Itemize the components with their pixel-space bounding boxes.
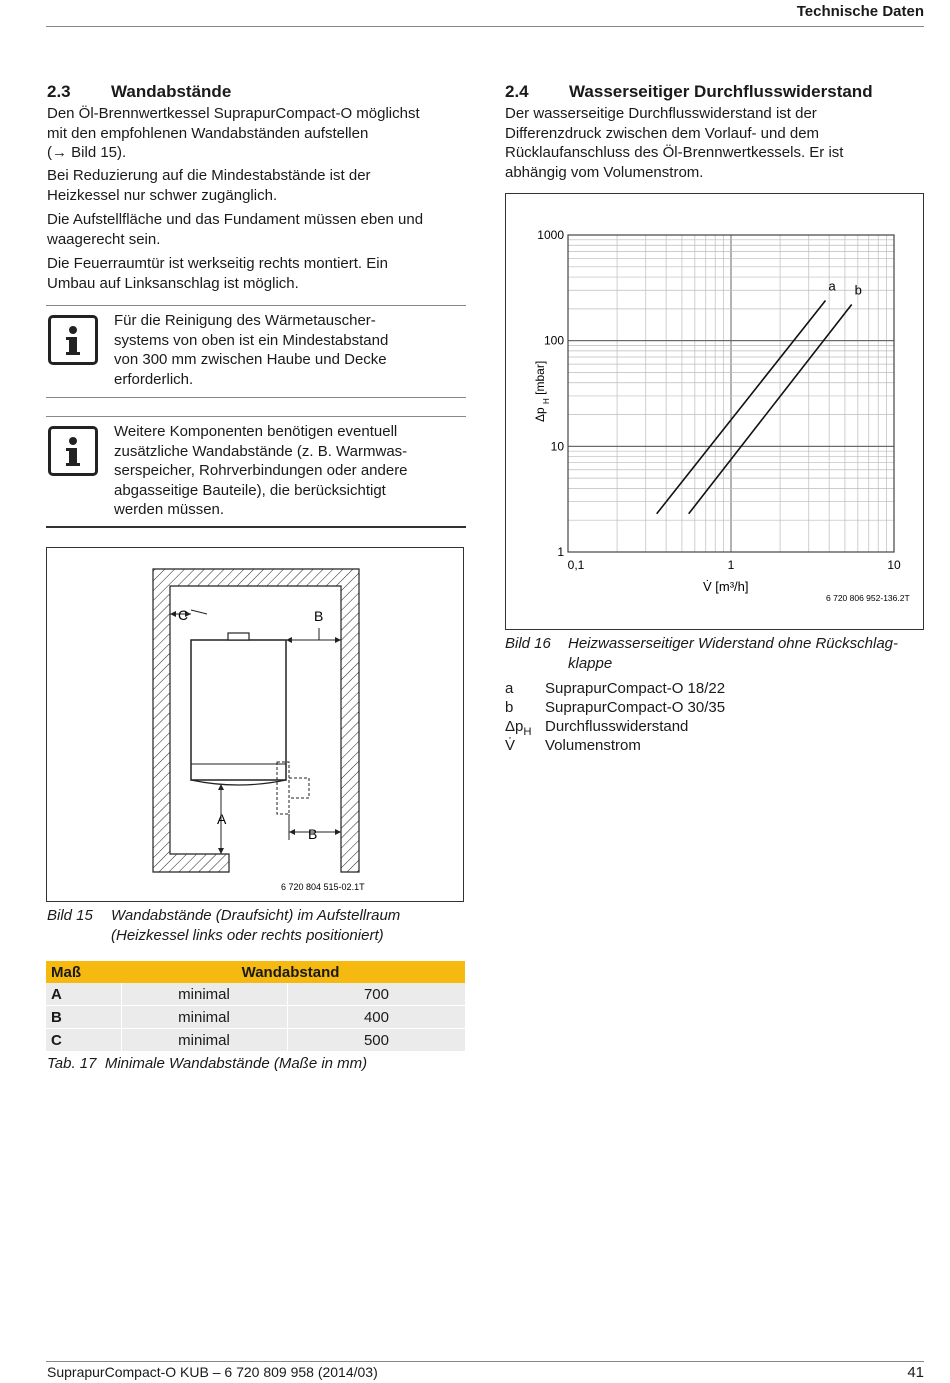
text-line: abgasseitige Bauteile), die berücksichtigt xyxy=(114,481,386,499)
paragraph-4 xyxy=(47,254,467,293)
label-c: C xyxy=(178,607,189,623)
table-row xyxy=(46,1006,465,1029)
figure-code: 6 720 806 952-136.2T xyxy=(826,593,910,603)
x-tick-label: 1 xyxy=(727,558,735,572)
label-b-bottom: B xyxy=(308,826,318,842)
y-label-text: Δp xyxy=(533,407,547,422)
text-line: systems von oben ist ein Mindestabstand xyxy=(114,331,389,349)
boiler-body xyxy=(191,640,286,780)
info-icon xyxy=(48,426,98,476)
figure-16 xyxy=(505,193,924,630)
table-row xyxy=(46,1029,465,1052)
legend-text: Durchflusswiderstand xyxy=(545,718,689,735)
caption-figure-15 xyxy=(47,906,467,946)
caption-number: Bild 15 xyxy=(47,907,93,924)
text-line: Weitere Komponenten benötigen eventuell xyxy=(114,423,398,440)
text-line: Für die Reinigung des Wärmetauscher- xyxy=(114,312,376,329)
note-cleaning xyxy=(114,311,464,389)
heading-text: Wasserseitiger Durchflusswiderstand xyxy=(569,82,873,101)
table-header-mass: Maß xyxy=(46,961,121,983)
legend-item xyxy=(505,737,925,756)
text-line: zusätzliche Wandabstände (z. B. Warmwas- xyxy=(114,442,408,460)
text-line: Bei Reduzierung auf die Mindestabstände ist der xyxy=(47,167,371,184)
label-a: A xyxy=(217,811,227,827)
text-line: serspeicher, Rohrverbindungen oder andere xyxy=(114,462,408,479)
legend-key: a xyxy=(505,680,514,697)
text-line: waagerecht sein. xyxy=(47,230,161,248)
legend-item xyxy=(505,680,925,699)
x-axis-label: V̇ [m³/h] xyxy=(703,579,749,594)
page-number: 41 xyxy=(907,1364,924,1381)
y-tick-label: 1000 xyxy=(537,228,564,242)
table-row xyxy=(46,983,465,1006)
table-wall-distances xyxy=(46,961,465,1052)
flow-resistance-chart xyxy=(506,194,923,629)
note-rule-bottom xyxy=(46,397,466,398)
y-tick-label: 100 xyxy=(543,333,564,348)
heading-text: Wandabstände xyxy=(111,82,232,101)
text-line: abhängig vom Volumenstrom. xyxy=(505,163,704,181)
y-label-subscript: H xyxy=(541,398,551,404)
footer-rule xyxy=(46,1361,924,1362)
text-line: erforderlich. xyxy=(114,370,194,388)
figure-15 xyxy=(46,547,464,902)
table-cell: minimal xyxy=(121,1029,287,1052)
note-rule-top xyxy=(46,416,466,417)
caption-figure-16 xyxy=(505,634,925,674)
caption-number: Bild 16 xyxy=(505,635,551,652)
caption-number: Tab. 17 xyxy=(47,1055,97,1072)
x-tick-label: 0,1 xyxy=(567,558,585,572)
text-line: (→ Bild 15). xyxy=(47,144,127,161)
heading-number: 2.3 xyxy=(47,82,71,101)
table-cell: 500 xyxy=(287,1029,465,1052)
legend-key: $\Delta p_H$ xyxy=(505,718,532,738)
heading-durchflusswiderstand xyxy=(505,82,873,102)
legend-text: SuprapurCompact-O 30/35 xyxy=(545,699,726,716)
figure-code: 6 720 804 515-02.1T xyxy=(281,882,365,892)
legend-item xyxy=(505,699,925,718)
legend-item xyxy=(505,718,925,737)
text-line: werden müssen. xyxy=(114,501,225,518)
paragraph-right-1 xyxy=(505,104,925,182)
table-header-wandabstand: Wandabstand xyxy=(121,961,465,983)
table-cell: C xyxy=(46,1029,121,1052)
y-label-unit: [mbar] xyxy=(533,360,547,399)
note-rule-top xyxy=(46,305,466,306)
x-tick-label: 10 xyxy=(887,558,901,572)
caption-table-17 xyxy=(47,1054,367,1074)
info-icon xyxy=(48,315,98,365)
text-line: Die Feuerraumtür ist werkseitig rechts montiert. Ein xyxy=(47,255,388,272)
text-line: Den Öl-Brennwertkessel SuprapurCompact-O möglichst xyxy=(47,105,420,122)
legend-figure-16 xyxy=(505,680,925,756)
y-tick-label: 10 xyxy=(550,439,564,454)
note-components xyxy=(114,422,464,520)
caption-text: Minimale Wandabstände (Maße in mm) xyxy=(104,1055,368,1072)
legend-key: b xyxy=(505,699,514,716)
legend-text: Volumenstrom xyxy=(545,737,641,754)
series-line-b xyxy=(689,304,852,513)
text-line: Die Aufstellfläche und das Fundament müssen eben und xyxy=(47,211,424,228)
table-cell: 700 xyxy=(287,983,465,1006)
label-b-top: B xyxy=(314,608,324,624)
heading-number: 2.4 xyxy=(505,82,529,101)
header-rule xyxy=(46,26,924,27)
table-cell: minimal xyxy=(121,1006,287,1029)
heading-wandabstaende xyxy=(47,82,231,102)
table-cell: 400 xyxy=(287,1006,465,1029)
note-rule-bottom xyxy=(46,526,466,528)
text-line: Umbau auf Linksanschlag ist möglich. xyxy=(47,274,299,292)
table-cell: minimal xyxy=(121,983,287,1006)
text-line: Differenzdruck zwischen dem Vorlauf- und dem xyxy=(505,124,820,142)
section-header: Technische Daten xyxy=(796,3,924,20)
paragraph-2 xyxy=(47,166,467,205)
text-line: Heizkessel nur schwer zugänglich. xyxy=(47,186,278,204)
wall-distance-diagram xyxy=(47,548,463,901)
legend-key: V̇ xyxy=(505,737,516,754)
caption-line: (Heizkessel links oder rechts positioniert) xyxy=(111,927,384,944)
caption-line: Wandabstände (Draufsicht) im Aufstellraum xyxy=(111,907,401,924)
caption-line: Heizwasserseitiger Widerstand ohne Rückschlag- xyxy=(568,635,899,652)
text-line: von 300 mm zwischen Haube und Decke xyxy=(114,351,387,368)
paragraph-1 xyxy=(47,104,467,163)
y-axis-label xyxy=(533,361,551,422)
caption-line: klappe xyxy=(568,655,613,672)
y-tick-label: 1 xyxy=(557,545,564,559)
legend-text: SuprapurCompact-O 18/22 xyxy=(545,680,726,697)
table-cell: A xyxy=(46,983,121,1006)
series-label-b: b xyxy=(854,282,862,298)
table-cell: B xyxy=(46,1006,121,1029)
text-line: Rücklaufanschluss des Öl-Brennwertkessels. Er ist xyxy=(505,144,844,161)
flue-connector xyxy=(228,633,249,640)
text-line: mit den empfohlenen Wandabständen aufstellen xyxy=(47,124,369,142)
text-line: Der wasserseitige Durchflusswiderstand ist der xyxy=(505,105,817,122)
series-label-a: a xyxy=(828,278,836,294)
paragraph-3 xyxy=(47,210,467,249)
footer-doc: SuprapurCompact-O KUB – 6 720 809 958 (2014/03) xyxy=(47,1364,378,1380)
